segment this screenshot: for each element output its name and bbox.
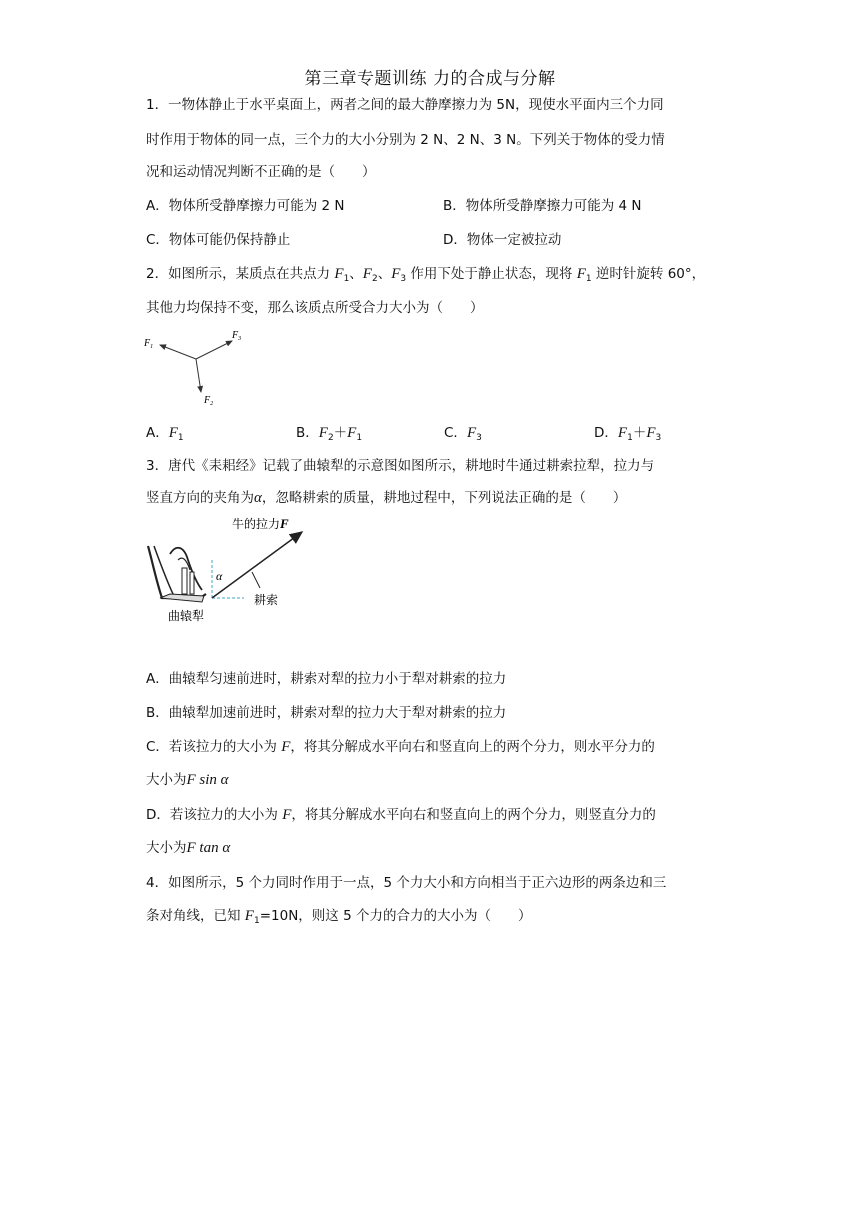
force-symbol: F — [282, 807, 292, 823]
option-expression: F sin α — [186, 772, 229, 788]
q1-text-line2: 时作用于物体的同一点，三个力的大小分别为 2 N、2 N、3 N。下列关于物体的受力情 — [146, 132, 665, 148]
f1-arrow — [160, 345, 196, 359]
q3-option-c[interactable] — [146, 737, 655, 757]
option-text: C．若该拉力的大小为 — [146, 739, 282, 755]
option-text: 大小为 — [146, 840, 187, 856]
q3-option-b[interactable]: B．曲辕犁加速前进时，耕索对犁的拉力大于犁对耕索的拉力 — [146, 705, 507, 721]
q4-text-line1: 4．如图所示，5 个力同时作用于一点，5 个力大小和方向相当于正六边形的两条边和三 — [146, 875, 667, 891]
f3-label: $F_3$ — [232, 330, 242, 342]
f1-label: $F_1$ — [144, 338, 154, 350]
pull-force-arrow — [212, 532, 302, 598]
option-letter: D． — [594, 425, 618, 441]
rope-label: 耕索 — [254, 593, 279, 607]
q1-option-c[interactable]: C．物体可能仍保持静止 — [146, 232, 291, 248]
force-label: 牛的拉力F — [232, 516, 289, 531]
q4-text-line2: 条对角线，已知 $F_1=10N$，则这 5 个力的合力的大小为（ ） — [146, 908, 532, 926]
q2-force-diagram — [140, 325, 260, 415]
q3-text-part: ，忽略耕索的质量，耕地过程中，下列说法正确的是（ ） — [261, 490, 627, 506]
q2-option-a[interactable]: A．$F_1$ — [146, 425, 184, 443]
q3-option-d-line2[interactable] — [146, 838, 230, 858]
q1-option-b[interactable]: B．物体所受静摩擦力可能为 4 N — [443, 198, 642, 214]
option-text: D．若该拉力的大小为 — [146, 807, 283, 823]
option-text: ，将其分解成水平向右和竖直向上的两个分力，则水平分力的 — [290, 739, 655, 755]
option-expression: F tan α — [186, 840, 231, 856]
q2-option-d[interactable]: D．$F_1+F_3$ — [594, 425, 662, 443]
q4-text-part: =10N，则这 5 个力的合力的大小为（ ） — [259, 908, 532, 924]
option-letter: C． — [444, 425, 467, 441]
rope-leader-line — [252, 572, 260, 588]
f2-arrow — [196, 359, 201, 392]
option-letter: A． — [146, 425, 169, 441]
plow-label: 曲辕犁 — [168, 609, 205, 623]
q1-text-line1: 1．一物体静止于水平桌面上，两者之间的最大静摩擦力为 5N，现使水平面内三个力同 — [146, 97, 664, 113]
q2-text-line2: 其他力均保持不变，那么该质点所受合力大小为（ ） — [146, 300, 484, 316]
q1-option-a[interactable]: A．物体所受静摩擦力可能为 2 N — [146, 198, 345, 214]
alpha-label: α — [216, 569, 223, 583]
q2-text-part: 逆时针旋转 60°， — [591, 266, 706, 282]
q2-text-part: 作用下处于静止状态，现将 — [406, 266, 577, 282]
q4-text-part: 条对角线，已知 — [146, 908, 245, 924]
q1-option-d[interactable]: D．物体一定被拉动 — [443, 232, 562, 248]
option-text: ，将其分解成水平向右和竖直向上的两个分力，则竖直分力的 — [291, 807, 656, 823]
q3-text-part: 竖直方向的夹角为 — [146, 490, 254, 506]
q3-option-d[interactable] — [146, 805, 656, 825]
q1-text-line3: 况和运动情况判断不正确的是（ ） — [146, 164, 376, 180]
q3-text-line2 — [146, 488, 626, 508]
plow-post — [182, 568, 187, 594]
alpha-symbol: α — [254, 490, 262, 506]
force-symbol: F — [281, 739, 291, 755]
q3-plow-diagram — [140, 510, 340, 630]
plow-post-2 — [190, 572, 194, 594]
q2-text-part: 2．如图所示，某质点在共点力 — [146, 266, 335, 282]
option-letter: B． — [296, 425, 319, 441]
f3-arrow — [196, 341, 232, 359]
page-title: 第三章专题训练 力的合成与分解 — [304, 69, 556, 89]
q3-option-c-line2[interactable] — [146, 770, 229, 790]
option-text: 大小为 — [146, 772, 187, 788]
q2-option-c[interactable]: C．$F_3$ — [444, 425, 482, 443]
q3-option-a[interactable]: A．曲辕犁匀速前进时，耕索对犁的拉力小于犁对耕索的拉力 — [146, 671, 507, 687]
plow-share — [160, 594, 204, 602]
q2-option-b[interactable]: B．$F_2+F_1$ — [296, 425, 363, 443]
q3-text-line1: 3．唐代《耒耜经》记载了曲辕犁的示意图如图所示，耕地时牛通过耕索拉犁，拉力与 — [146, 458, 655, 474]
f2-label: $F_2$ — [204, 395, 214, 407]
q2-text-line1: 2．如图所示，某质点在共点力 $F_1$、$F_2$、$F_3$ 作用下处于静止状态，现将 $F_1$ 逆时针旋转 60°， — [146, 266, 706, 284]
